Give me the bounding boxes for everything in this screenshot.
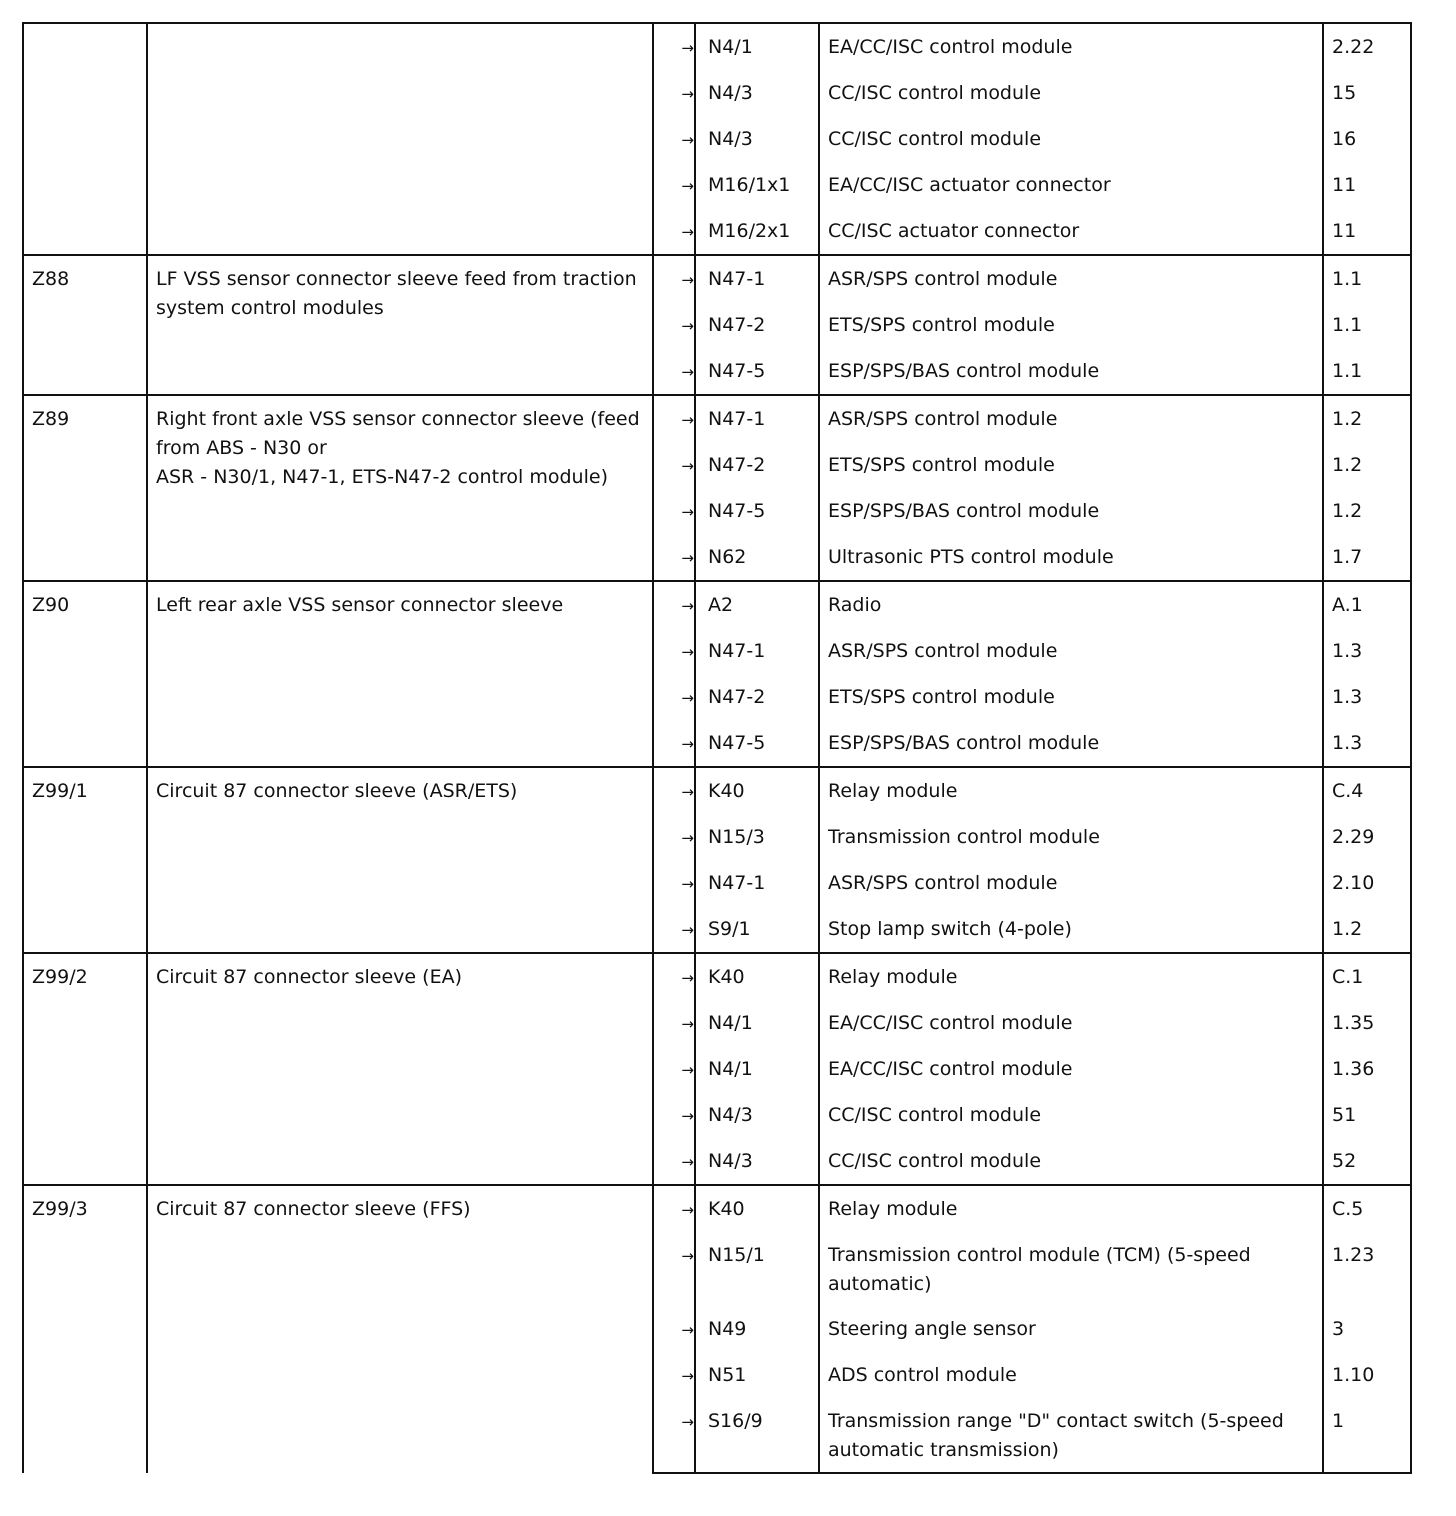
sleeve-description (147, 23, 653, 255)
pin-number: C.5 (1323, 1185, 1411, 1232)
table-row (23, 953, 1411, 1000)
sleeve-id: Z99/1 (23, 767, 147, 953)
component-name: EA/CC/ISC control module (819, 23, 1323, 70)
component-code: N49 (695, 1306, 819, 1352)
arrow-cell (653, 395, 695, 442)
arrow-right-icon: → (681, 1413, 694, 1431)
arrow-cell (653, 1138, 695, 1185)
arrow-right-icon: → (681, 1015, 694, 1033)
arrow-cell (653, 860, 695, 906)
component-code: K40 (695, 1185, 819, 1232)
component-code: K40 (695, 953, 819, 1000)
arrow-right-icon: → (681, 969, 694, 987)
arrow-right-icon: → (681, 39, 694, 57)
arrow-cell (653, 1232, 695, 1306)
arrow-cell (653, 488, 695, 534)
arrow-cell (653, 116, 695, 162)
component-name: EA/CC/ISC control module (819, 1046, 1323, 1092)
component-name: ADS control module (819, 1352, 1323, 1398)
component-name: Steering angle sensor (819, 1306, 1323, 1352)
component-code: N4/3 (695, 70, 819, 116)
component-code: N47-1 (695, 395, 819, 442)
pin-number: A.1 (1323, 581, 1411, 628)
component-name: Relay module (819, 767, 1323, 814)
component-name: CC/ISC control module (819, 116, 1323, 162)
pin-number: 1 (1323, 1398, 1411, 1473)
pin-number: 52 (1323, 1138, 1411, 1185)
pin-number: 1.1 (1323, 255, 1411, 302)
arrow-right-icon: → (681, 85, 694, 103)
arrow-cell (653, 255, 695, 302)
arrow-cell (653, 70, 695, 116)
component-name: CC/ISC control module (819, 1092, 1323, 1138)
component-name: ESP/SPS/BAS control module (819, 720, 1323, 767)
component-code: M16/1x1 (695, 162, 819, 208)
component-code: N47-5 (695, 720, 819, 767)
component-code: K40 (695, 767, 819, 814)
arrow-cell (653, 442, 695, 488)
arrow-right-icon: → (681, 1247, 694, 1265)
arrow-right-icon: → (681, 643, 694, 661)
component-code: N4/3 (695, 116, 819, 162)
pin-number: 1.1 (1323, 348, 1411, 395)
arrow-right-icon: → (681, 549, 694, 567)
component-name: Transmission range "D" contact switch (5-speed automatic transmission) (819, 1398, 1323, 1473)
component-code: N4/1 (695, 1000, 819, 1046)
component-name: EA/CC/ISC control module (819, 1000, 1323, 1046)
arrow-right-icon: → (681, 1201, 694, 1219)
component-code: N47-2 (695, 442, 819, 488)
arrow-cell (653, 1185, 695, 1232)
pin-number: 1.23 (1323, 1232, 1411, 1306)
component-name: ASR/SPS control module (819, 628, 1323, 674)
pin-number: 1.3 (1323, 720, 1411, 767)
pin-number: 1.10 (1323, 1352, 1411, 1398)
component-name: CC/ISC control module (819, 70, 1323, 116)
connector-sleeve-table (22, 22, 1412, 1474)
arrow-cell (653, 208, 695, 255)
arrow-right-icon: → (681, 457, 694, 475)
pin-number: 2.29 (1323, 814, 1411, 860)
pin-number: 1.35 (1323, 1000, 1411, 1046)
component-name: CC/ISC control module (819, 1138, 1323, 1185)
component-code: N47-1 (695, 860, 819, 906)
arrow-right-icon: → (681, 223, 694, 241)
arrow-cell (653, 953, 695, 1000)
component-name: ASR/SPS control module (819, 395, 1323, 442)
arrow-right-icon: → (681, 1107, 694, 1125)
pin-number: 1.7 (1323, 534, 1411, 581)
component-code: N4/1 (695, 1046, 819, 1092)
component-name: ASR/SPS control module (819, 255, 1323, 302)
component-code: S9/1 (695, 906, 819, 953)
component-code: N15/3 (695, 814, 819, 860)
arrow-cell (653, 348, 695, 395)
arrow-right-icon: → (681, 503, 694, 521)
component-code: N62 (695, 534, 819, 581)
arrow-cell (653, 767, 695, 814)
arrow-cell (653, 1398, 695, 1473)
component-code: M16/2x1 (695, 208, 819, 255)
sleeve-description: Left rear axle VSS sensor connector sleeve (147, 581, 653, 767)
pin-number: 1.1 (1323, 302, 1411, 348)
arrow-right-icon: → (681, 689, 694, 707)
component-name: Transmission control module (TCM) (5-speed automatic) (819, 1232, 1323, 1306)
component-code: N15/1 (695, 1232, 819, 1306)
sleeve-description: Circuit 87 connector sleeve (ASR/ETS) (147, 767, 653, 953)
component-code: N51 (695, 1352, 819, 1398)
pin-number: 1.2 (1323, 442, 1411, 488)
table-row (23, 395, 1411, 442)
sleeve-description: Right front axle VSS sensor connector sleeve (feed from ABS - N30 or ASR - N30/1, N47-1, ETS-N47-2 control module) (147, 395, 653, 581)
arrow-right-icon: → (681, 131, 694, 149)
pin-number: 16 (1323, 116, 1411, 162)
arrow-cell (653, 1000, 695, 1046)
component-code: N4/3 (695, 1092, 819, 1138)
arrow-cell (653, 674, 695, 720)
sleeve-id: Z88 (23, 255, 147, 395)
pin-number: C.1 (1323, 953, 1411, 1000)
component-code: N47-5 (695, 348, 819, 395)
pin-number: 1.3 (1323, 674, 1411, 720)
arrow-cell (653, 1046, 695, 1092)
pin-number: 51 (1323, 1092, 1411, 1138)
sleeve-id: Z89 (23, 395, 147, 581)
arrow-right-icon: → (681, 317, 694, 335)
arrow-right-icon: → (681, 875, 694, 893)
component-name: EA/CC/ISC actuator connector (819, 162, 1323, 208)
arrow-right-icon: → (681, 921, 694, 939)
pin-number: 1.3 (1323, 628, 1411, 674)
sleeve-description: Circuit 87 connector sleeve (FFS) (147, 1185, 653, 1473)
sleeve-description: LF VSS sensor connector sleeve feed from traction system control modules (147, 255, 653, 395)
table-row (23, 255, 1411, 302)
sleeve-id (23, 23, 147, 255)
sleeve-id: Z90 (23, 581, 147, 767)
table-row (23, 1185, 1411, 1232)
component-name: Relay module (819, 1185, 1323, 1232)
component-code: N47-1 (695, 255, 819, 302)
arrow-cell (653, 581, 695, 628)
arrow-right-icon: → (681, 177, 694, 195)
arrow-cell (653, 302, 695, 348)
pin-number: 1.36 (1323, 1046, 1411, 1092)
sleeve-description: Circuit 87 connector sleeve (EA) (147, 953, 653, 1185)
sleeve-id: Z99/3 (23, 1185, 147, 1473)
table-row (23, 23, 1411, 70)
arrow-cell (653, 23, 695, 70)
table-row (23, 767, 1411, 814)
component-name: Stop lamp switch (4-pole) (819, 906, 1323, 953)
component-name: Relay module (819, 953, 1323, 1000)
arrow-right-icon: → (681, 1367, 694, 1385)
component-name: Radio (819, 581, 1323, 628)
arrow-cell (653, 162, 695, 208)
component-code: S16/9 (695, 1398, 819, 1473)
component-name: CC/ISC actuator connector (819, 208, 1323, 255)
arrow-right-icon: → (681, 829, 694, 847)
pin-number: 11 (1323, 208, 1411, 255)
sleeve-id: Z99/2 (23, 953, 147, 1185)
arrow-right-icon: → (681, 271, 694, 289)
pin-number: 2.10 (1323, 860, 1411, 906)
pin-number: 1.2 (1323, 906, 1411, 953)
arrow-right-icon: → (681, 597, 694, 615)
arrow-right-icon: → (681, 411, 694, 429)
arrow-cell (653, 1092, 695, 1138)
arrow-right-icon: → (681, 1061, 694, 1079)
component-code: N47-5 (695, 488, 819, 534)
arrow-cell (653, 534, 695, 581)
arrow-cell (653, 906, 695, 953)
component-code: A2 (695, 581, 819, 628)
pin-number: 11 (1323, 162, 1411, 208)
arrow-right-icon: → (681, 363, 694, 381)
component-code: N47-2 (695, 674, 819, 720)
arrow-cell (653, 814, 695, 860)
arrow-cell (653, 1306, 695, 1352)
arrow-cell (653, 628, 695, 674)
table-row (23, 581, 1411, 628)
arrow-right-icon: → (681, 1321, 694, 1339)
component-name: Ultrasonic PTS control module (819, 534, 1323, 581)
pin-number: 15 (1323, 70, 1411, 116)
component-name: ESP/SPS/BAS control module (819, 488, 1323, 534)
component-code: N47-2 (695, 302, 819, 348)
component-name: ETS/SPS control module (819, 302, 1323, 348)
pin-number: 2.22 (1323, 23, 1411, 70)
arrow-right-icon: → (681, 1153, 694, 1171)
arrow-right-icon: → (681, 783, 694, 801)
component-name: ASR/SPS control module (819, 860, 1323, 906)
pin-number: 1.2 (1323, 488, 1411, 534)
pin-number: C.4 (1323, 767, 1411, 814)
component-name: Transmission control module (819, 814, 1323, 860)
component-code: N4/3 (695, 1138, 819, 1185)
component-name: ETS/SPS control module (819, 442, 1323, 488)
component-name: ESP/SPS/BAS control module (819, 348, 1323, 395)
component-name: ETS/SPS control module (819, 674, 1323, 720)
component-code: N47-1 (695, 628, 819, 674)
component-code: N4/1 (695, 23, 819, 70)
pin-number: 3 (1323, 1306, 1411, 1352)
arrow-cell (653, 720, 695, 767)
arrow-cell (653, 1352, 695, 1398)
arrow-right-icon: → (681, 735, 694, 753)
pin-number: 1.2 (1323, 395, 1411, 442)
